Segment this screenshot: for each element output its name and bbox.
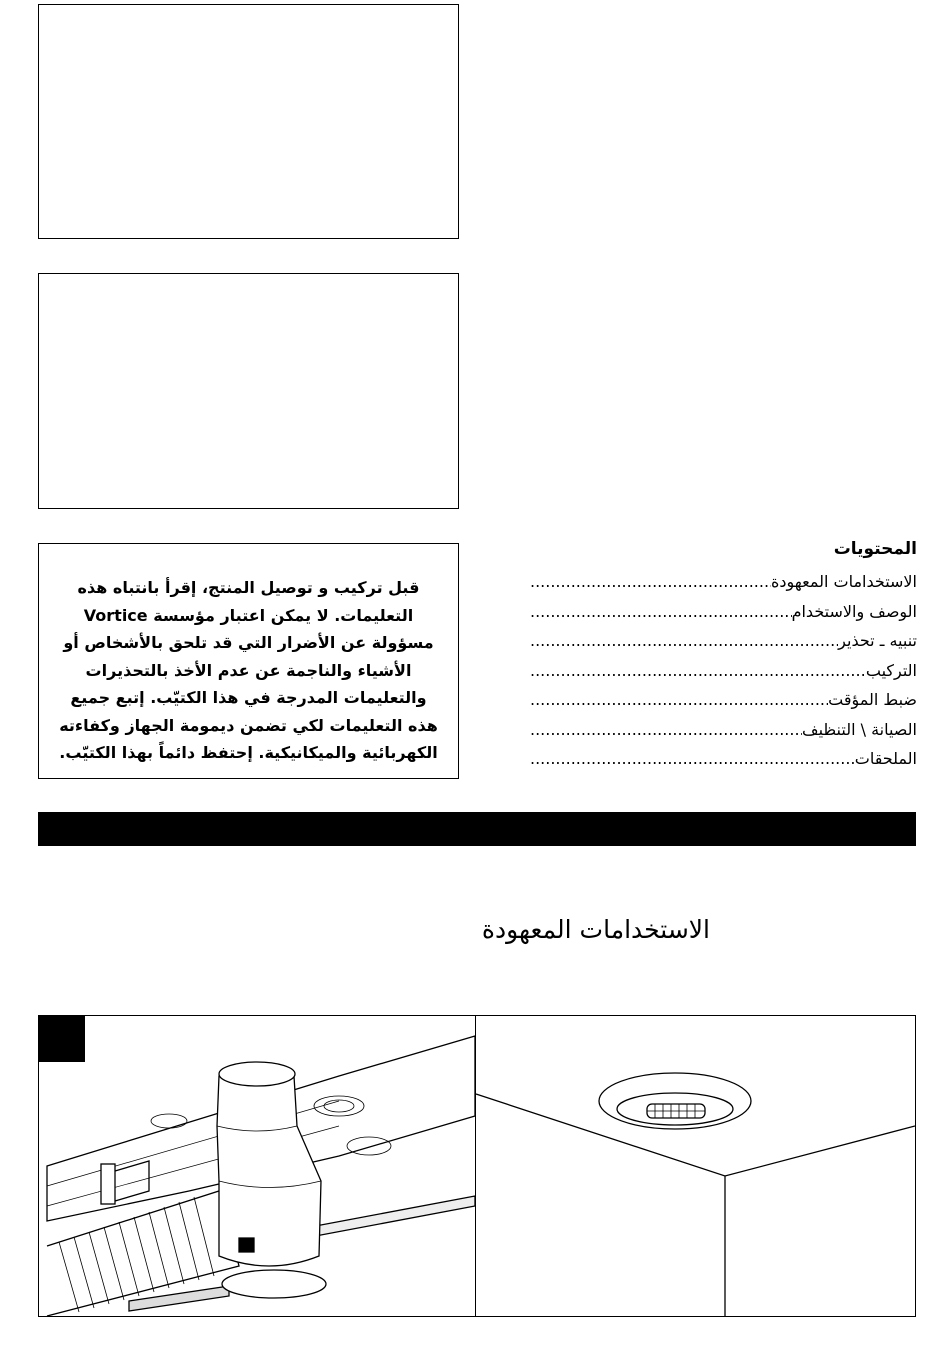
section-header-bar — [38, 812, 916, 846]
toc-item[interactable] — [530, 631, 917, 661]
toc-dot-leader — [530, 631, 838, 650]
toc-item-label: الصيانة \ التنظيف — [802, 719, 917, 739]
toc-item-label: التركيب — [865, 660, 917, 680]
contents-title: المحتويات — [833, 539, 917, 559]
toc-dot-leader — [530, 661, 866, 680]
toc-item-label: تنبيه ـ تحذير — [838, 631, 917, 650]
toc-dot-leader — [530, 720, 802, 739]
figure-illustration — [39, 1016, 915, 1316]
figure-divider — [475, 1016, 476, 1316]
toc-item[interactable] — [530, 749, 917, 779]
warning-box — [38, 543, 459, 779]
toc-item-label: الملحقات — [854, 749, 917, 768]
inline-duct-fan-illustration — [47, 1036, 475, 1316]
table-of-contents — [530, 536, 917, 779]
toc-item[interactable] — [530, 690, 917, 720]
toc-item[interactable] — [530, 661, 917, 691]
toc-item[interactable] — [530, 602, 917, 632]
toc-item[interactable] — [530, 572, 917, 602]
toc-dot-leader — [530, 572, 771, 591]
toc-item-label: الوصف والاستخدام — [791, 601, 917, 621]
toc-dot-leader — [530, 690, 828, 709]
toc-dot-leader — [530, 749, 855, 768]
toc-dot-leader — [530, 602, 792, 621]
toc-item-label: ضبط المؤقت — [828, 690, 917, 709]
empty-box-middle — [38, 273, 459, 509]
toc-item-label: الاستخدامات المعهودة — [770, 572, 917, 591]
warning-text: قبل تركيب و توصيل المنتج، إقرأ بانتباه هذه التعليمات. لا يمكن اعتبار مؤسسة Vortice مسؤولة عن الأضرار التي قد تلحق بالأشخاص أو الأشياء والناجمة عن عدم الأخذ بالتحذيرات والتعليمات المدرجة في هذا الكتيّب. إتبع جميع هذه التعليمات لكي تضمن ديمومة الجهاز وكفاءته الكهربائية والميكانيكية. إحتفظ دائماً بهذا الكتيّب. — [59, 578, 438, 762]
section-heading: الاستخدامات المعهودة — [481, 915, 710, 944]
usage-figure — [38, 1015, 916, 1317]
empty-box-top — [38, 4, 459, 239]
toc-item[interactable] — [530, 720, 917, 750]
ceiling-vent-illustration — [476, 1073, 915, 1316]
